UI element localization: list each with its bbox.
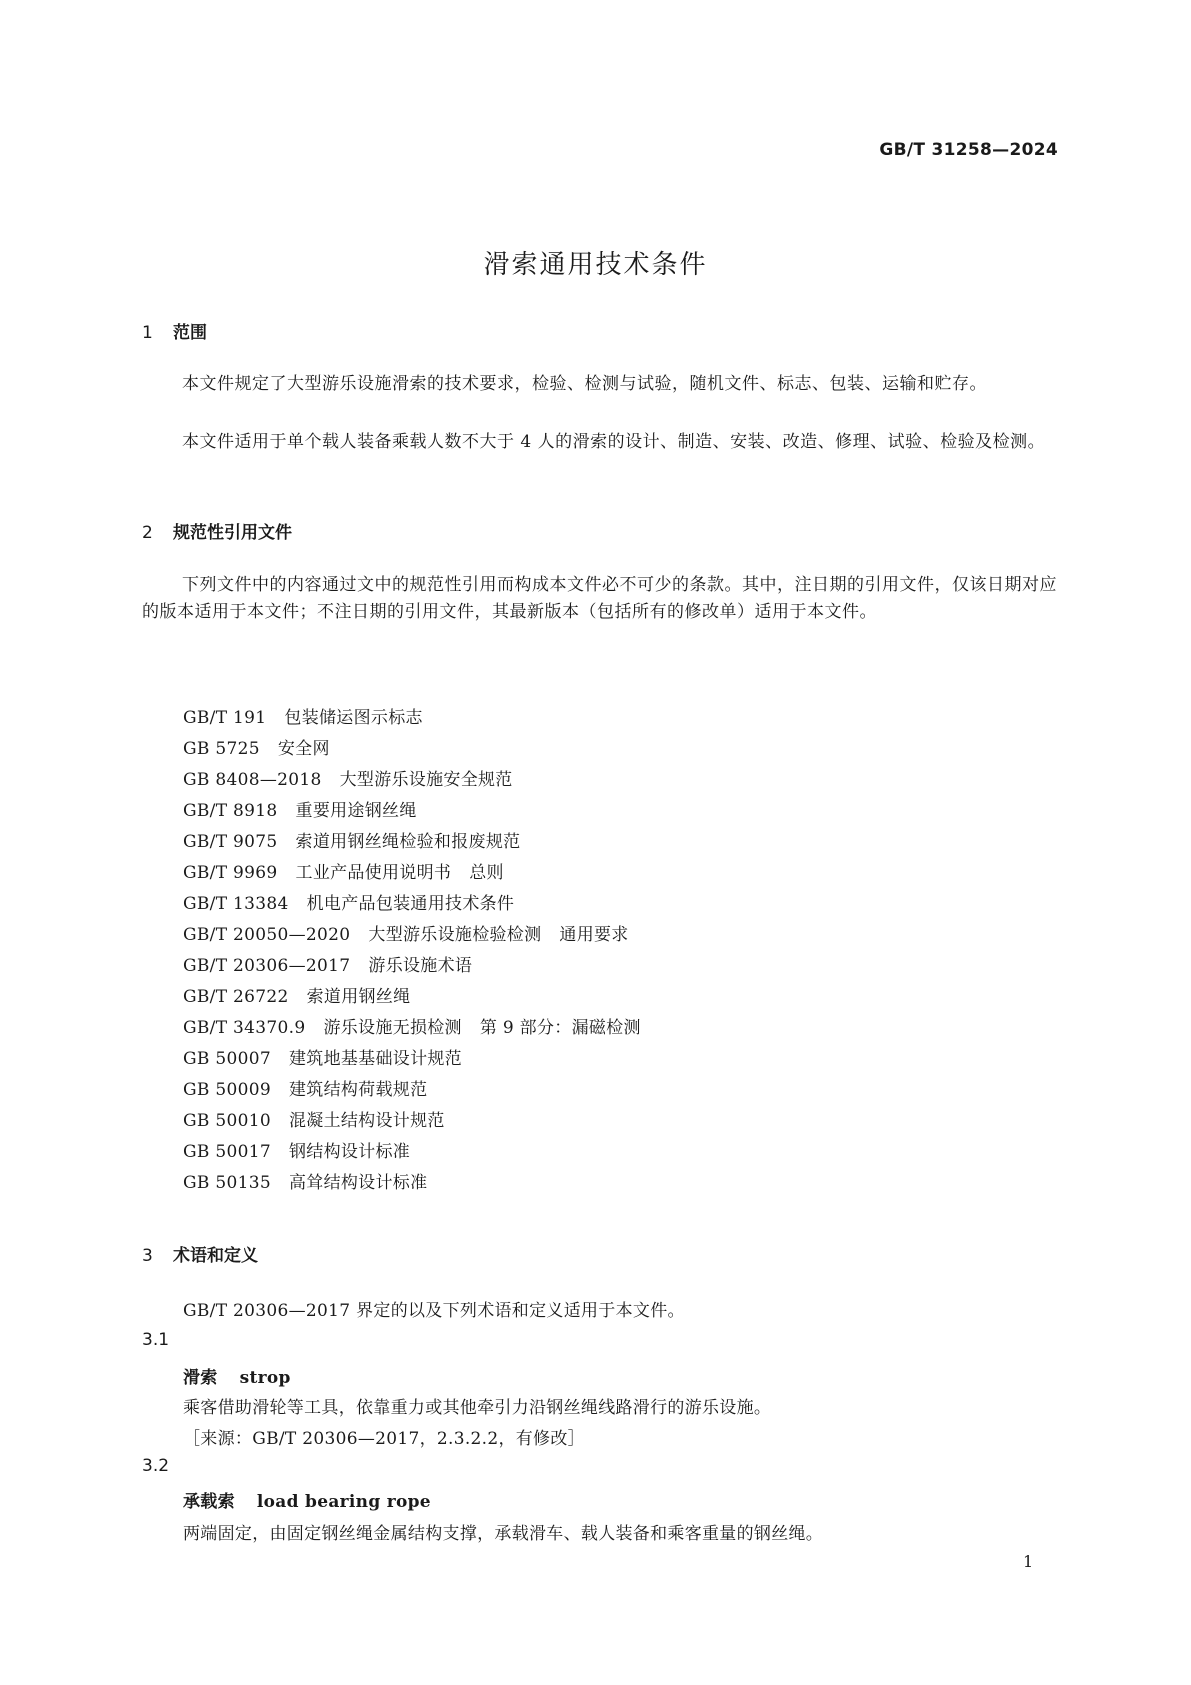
reference-code: GB/T 20306—2017 (183, 956, 351, 976)
list-item (183, 1168, 641, 1199)
reference-title: 安全网 (277, 739, 330, 759)
reference-list (183, 703, 641, 1199)
reference-title: 游乐设施无损检测 (323, 1018, 462, 1038)
term-entry (183, 1363, 291, 1388)
section-number: 3 (142, 1246, 153, 1266)
list-item (183, 734, 641, 765)
reference-code: GB/T 13384 (183, 894, 289, 914)
reference-code: GB 50007 (183, 1049, 271, 1069)
section-number: 2 (142, 523, 153, 543)
list-item (183, 1106, 641, 1137)
section-title: 规范性引用文件 (173, 523, 292, 543)
reference-subtitle: 通用要求 (559, 925, 629, 945)
term-entry (183, 1487, 431, 1512)
paragraph: 下列文件中的内容通过文中的规范性引用而构成本文件必不可少的条款。其中，注日期的引用文件，仅该日期对应的版本适用于本文件；不注日期的引用文件，其最新版本（包括所有的修改单）适用于本文件。 (142, 575, 1057, 622)
reference-title: 大型游乐设施安全规范 (339, 770, 513, 790)
reference-title: 重要用途钢丝绳 (295, 801, 417, 821)
list-item (183, 1137, 641, 1168)
term-english: strop (239, 1368, 291, 1388)
section-3-heading (142, 1241, 258, 1266)
list-item (183, 889, 641, 920)
document-code: GB/T 31258—2024 (879, 140, 1058, 160)
reference-title: 游乐设施术语 (368, 956, 473, 976)
reference-title: 索道用钢丝绳检验和报废规范 (295, 832, 521, 852)
paragraph: 本文件规定了大型游乐设施滑索的技术要求，检验、检测与试验，随机文件、标志、包装、运输和贮存。 (182, 374, 987, 394)
reference-subtitle: 总则 (469, 863, 504, 883)
section-title: 范围 (173, 323, 207, 343)
reference-code: GB 50017 (183, 1142, 271, 1162)
reference-code: GB 50010 (183, 1111, 271, 1131)
list-item (183, 1013, 641, 1044)
section-2-heading (142, 518, 292, 543)
section-1-heading (142, 318, 207, 343)
reference-code: GB 8408—2018 (183, 770, 322, 790)
reference-title: 工业产品使用说明书 (295, 863, 452, 883)
reference-code: GB/T 26722 (183, 987, 289, 1007)
reference-title: 建筑结构荷载规范 (288, 1080, 428, 1100)
list-item (183, 703, 641, 734)
reference-title: 包装储运图示标志 (284, 708, 423, 728)
section-title: 术语和定义 (173, 1246, 258, 1266)
term-definition: 两端固定，由固定钢丝绳金属结构支撑，承载滑车、载人装备和乘客重量的钢丝绳。 (183, 1524, 824, 1544)
term-name: 滑索 (183, 1368, 218, 1388)
reference-title: 高耸结构设计标准 (288, 1173, 428, 1193)
term-number: 3.2 (142, 1456, 170, 1476)
list-item (183, 827, 641, 858)
reference-title: 混凝土结构设计规范 (288, 1111, 445, 1131)
reference-title: 机电产品包装通用技术条件 (306, 894, 515, 914)
list-item (183, 951, 641, 982)
reference-code: GB 50135 (183, 1173, 271, 1193)
list-item (183, 982, 641, 1013)
reference-title: 钢结构设计标准 (288, 1142, 411, 1162)
reference-code: GB/T 20050—2020 (183, 925, 351, 945)
page-number: 1 (1023, 1552, 1034, 1571)
page-title: 滑索通用技术条件 (483, 250, 708, 280)
section-number: 1 (142, 323, 153, 343)
list-item (183, 920, 641, 951)
list-item (183, 1044, 641, 1075)
term-number: 3.1 (142, 1330, 170, 1350)
list-item (183, 765, 641, 796)
reference-code: GB/T 9969 (183, 863, 278, 883)
reference-code: GB/T 8918 (183, 801, 278, 821)
reference-code: GB 5725 (183, 739, 260, 759)
list-item (183, 796, 641, 827)
list-item (183, 858, 641, 889)
reference-subtitle: 第 9 部分：漏磁检测 (479, 1018, 641, 1038)
term-name: 承载索 (183, 1492, 235, 1512)
reference-code: GB/T 191 (183, 708, 267, 728)
paragraph: 本文件适用于单个载人装备乘载人数不大于 4 人的滑索的设计、制造、安装、改造、修理、试验、检验及检测。 (182, 432, 1046, 452)
reference-code: GB/T 9075 (183, 832, 278, 852)
reference-title: 索道用钢丝绳 (306, 987, 411, 1007)
list-item (183, 1075, 641, 1106)
term-english: load bearing rope (256, 1492, 431, 1512)
reference-title: 建筑地基基础设计规范 (288, 1049, 462, 1069)
term-definition: 乘客借助滑轮等工具，依靠重力或其他牵引力沿钢丝绳线路滑行的游乐设施。 (183, 1398, 772, 1418)
reference-title: 大型游乐设施检验检测 (368, 925, 542, 945)
reference-code: GB 50009 (183, 1080, 271, 1100)
reference-code: GB/T 34370.9 (183, 1018, 306, 1038)
paragraph: GB/T 20306—2017 界定的以及下列术语和定义适用于本文件。 (183, 1301, 685, 1321)
term-source: ［来源：GB/T 20306—2017，2.3.2.2，有修改］ (183, 1429, 585, 1449)
